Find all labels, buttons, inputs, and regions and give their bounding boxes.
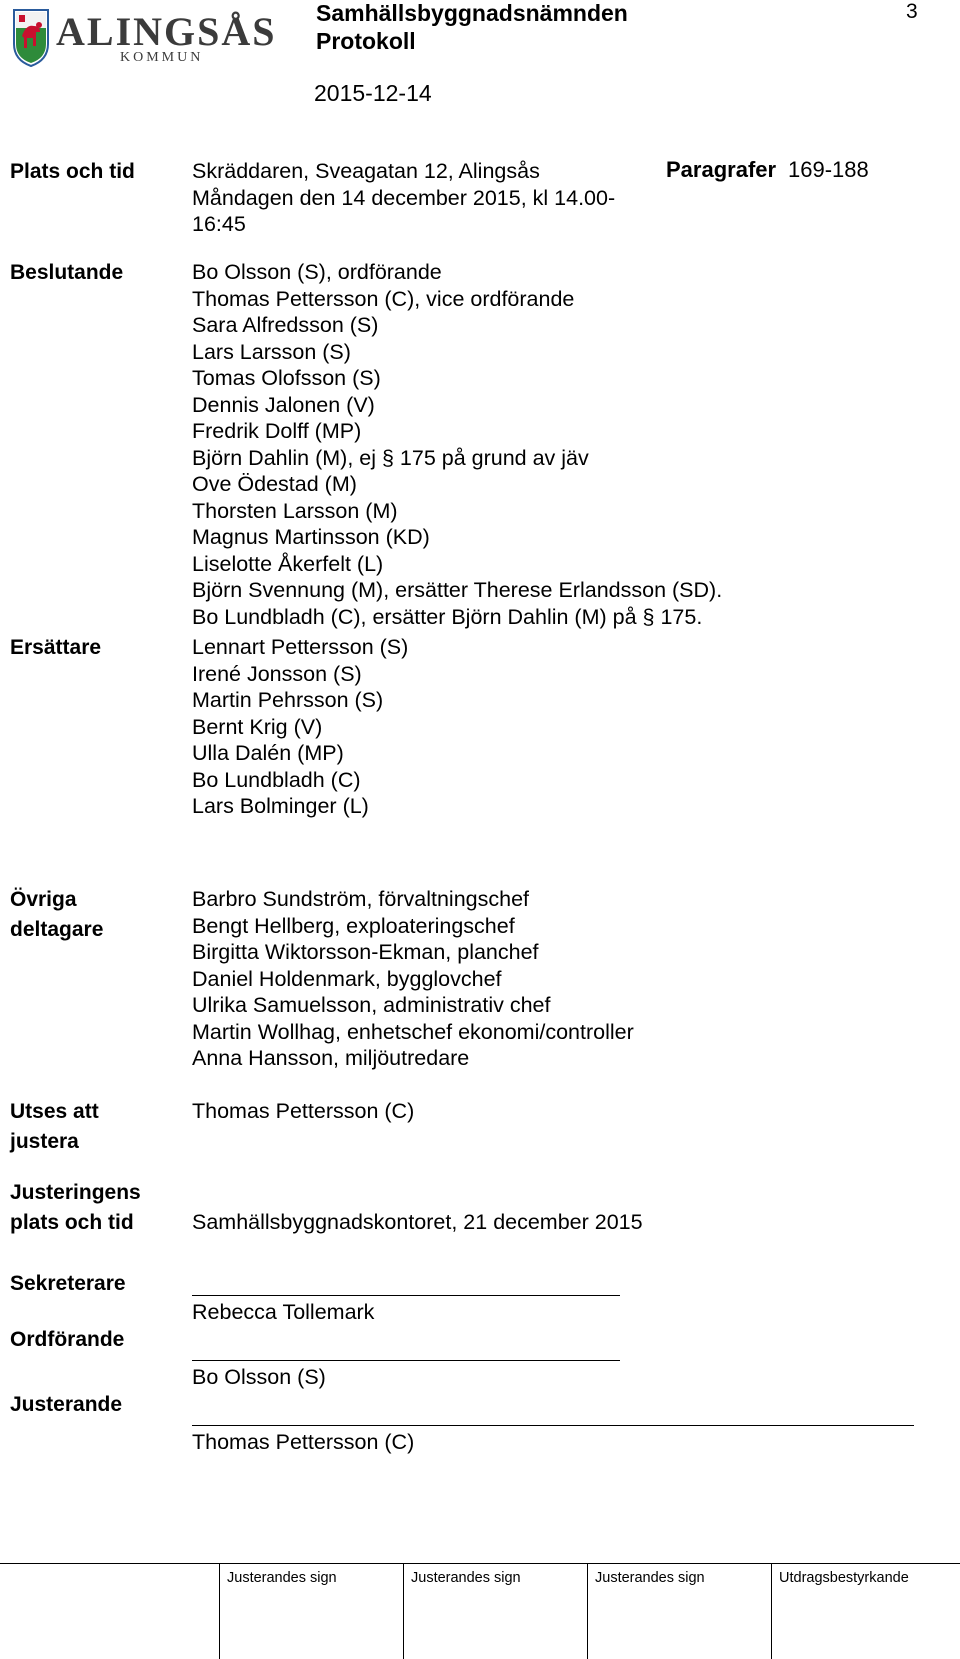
signature-line xyxy=(192,1425,914,1426)
place-line: Måndagen den 14 december 2015, kl 14.00- xyxy=(192,185,616,210)
list-item: Björn Dahlin (M), ej § 175 på grund av jäv xyxy=(192,445,589,470)
list-item: Ulrika Samuelsson, administrativ chef xyxy=(192,993,551,1017)
list-item: Bo Lundbladh (C), ersätter Björn Dahlin (M) på § 175. xyxy=(192,604,703,629)
ovriga-label-line: deltagare xyxy=(10,918,104,941)
beslutande-list xyxy=(192,259,722,630)
list-item: Irené Jonsson (S) xyxy=(192,661,362,686)
justering-value: Samhällsbyggnadskontoret, 21 december 2015 xyxy=(192,1210,643,1234)
list-item: Birgitta Wiktorsson-Ekman, planchef xyxy=(192,940,539,964)
sekreterare-name: Rebecca Tollemark xyxy=(192,1300,375,1324)
justera-label-line: justera xyxy=(10,1130,79,1153)
justera-name: Thomas Pettersson (C) xyxy=(192,1099,415,1123)
signature-line xyxy=(192,1360,620,1361)
list-item: Lars Larsson (S) xyxy=(192,339,351,364)
list-item: Bengt Hellberg, exploateringschef xyxy=(192,913,515,938)
sekreterare-label: Sekreterare xyxy=(10,1272,126,1295)
list-item: Tomas Olofsson (S) xyxy=(192,366,381,390)
justerande-name: Thomas Pettersson (C) xyxy=(192,1430,415,1454)
footer-divider xyxy=(587,1563,588,1659)
justering-label-line: Justeringens xyxy=(10,1181,141,1204)
committee-name: Samhällsbyggnadsnämnden xyxy=(316,0,628,26)
justering-label xyxy=(10,1178,141,1238)
list-item: Ulla Dalén (MP) xyxy=(192,741,344,765)
logo-subtext: KOMMUN xyxy=(120,50,204,65)
footer-sign-cell: Justerandes sign xyxy=(411,1570,521,1586)
ovriga-list xyxy=(192,886,634,1072)
place-value xyxy=(192,158,615,238)
place-line: 16:45 xyxy=(192,212,246,236)
list-item: Lars Bolminger (L) xyxy=(192,794,369,818)
beslutande-label: Beslutande xyxy=(10,261,124,284)
list-item: Bernt Krig (V) xyxy=(192,714,323,739)
justera-label-line: Utses att xyxy=(10,1100,99,1123)
list-item: Thorsten Larsson (M) xyxy=(192,498,398,523)
place-label: Plats och tid xyxy=(10,160,135,183)
municipality-logo xyxy=(10,6,285,68)
footer-sign-cell: Utdragsbestyrkande xyxy=(779,1570,909,1586)
signature-line xyxy=(192,1295,620,1296)
list-item: Magnus Martinsson (KD) xyxy=(192,525,430,549)
list-item: Sara Alfredsson (S) xyxy=(192,313,379,337)
ordforande-name: Bo Olsson (S) xyxy=(192,1365,326,1389)
list-item: Anna Hansson, miljöutredare xyxy=(192,1046,470,1070)
list-item: Barbro Sundström, förvaltningschef xyxy=(192,887,529,911)
list-item: Daniel Holdenmark, bygglovchef xyxy=(192,966,502,991)
list-item: Fredrik Dolff (MP) xyxy=(192,419,362,443)
list-item: Björn Svennung (M), ersätter Therese Erlandsson (SD). xyxy=(192,578,723,602)
ovriga-label xyxy=(10,885,103,945)
justering-label-line: plats och tid xyxy=(10,1211,134,1234)
ersattare-label: Ersättare xyxy=(10,636,102,659)
footer-divider xyxy=(219,1563,220,1659)
justera-label xyxy=(10,1097,99,1157)
ovriga-label-line: Övriga xyxy=(10,888,77,911)
list-item: Thomas Pettersson (C), vice ordförande xyxy=(192,286,575,311)
document-date: 2015-12-14 xyxy=(314,80,432,106)
footer-top-border xyxy=(0,1563,960,1564)
logo-wordmark: ALINGSÅS xyxy=(56,9,277,54)
place-line: Skräddaren, Sveagatan 12, Alingsås xyxy=(192,159,540,183)
list-item: Martin Pehrsson (S) xyxy=(192,688,384,712)
paragraphs-value: 169-188 xyxy=(788,157,869,182)
footer-divider xyxy=(771,1563,772,1659)
ersattare-list xyxy=(192,634,408,820)
ordforande-label: Ordförande xyxy=(10,1328,125,1351)
list-item: Dennis Jalonen (V) xyxy=(192,392,375,417)
list-item: Bo Olsson (S), ordförande xyxy=(192,260,442,284)
footer-sign-cell: Justerandes sign xyxy=(595,1570,705,1586)
page-number: 3 xyxy=(906,0,918,23)
list-item: Martin Wollhag, enhetschef ekonomi/controller xyxy=(192,1019,634,1044)
paragraphs-label: Paragrafer xyxy=(666,157,777,182)
list-item: Lennart Pettersson (S) xyxy=(192,635,409,659)
justerande-label: Justerande xyxy=(10,1393,123,1416)
list-item: Ove Ödestad (M) xyxy=(192,472,357,496)
list-item: Bo Lundbladh (C) xyxy=(192,767,361,792)
document-type: Protokoll xyxy=(316,28,416,54)
footer-divider xyxy=(403,1563,404,1659)
list-item: Liselotte Åkerfelt (L) xyxy=(192,551,384,576)
footer-sign-cell: Justerandes sign xyxy=(227,1570,337,1586)
